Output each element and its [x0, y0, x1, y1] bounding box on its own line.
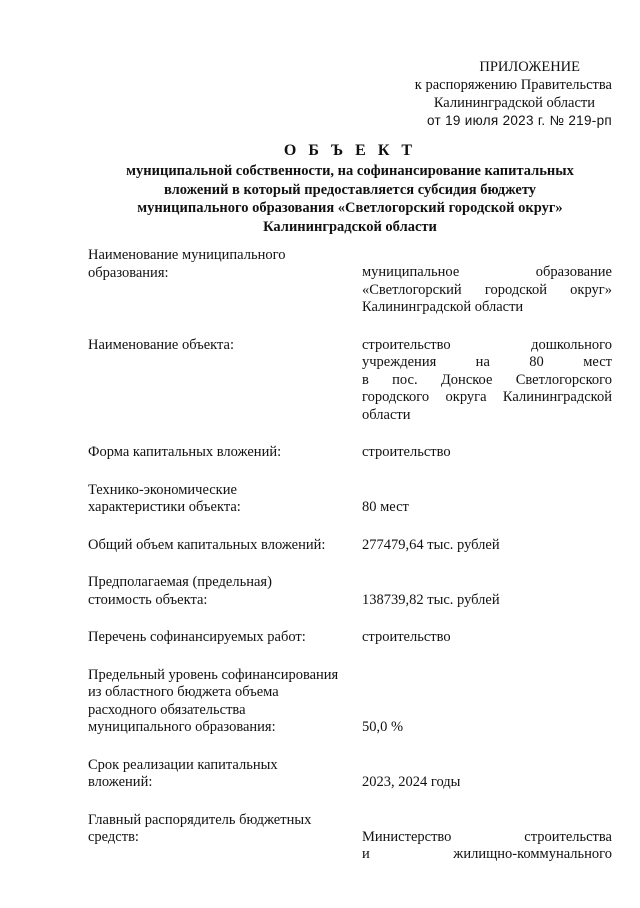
field-label-line: муниципального образования:	[88, 719, 276, 735]
field-value-line: «Светлогорский городской округ»	[362, 281, 612, 298]
document-heading	[80, 140, 620, 236]
field-value-line: 2023, 2024 годы	[362, 774, 461, 790]
field-row-cofinanced-works	[88, 629, 612, 647]
field-row-implementation-period	[88, 757, 612, 792]
field-label-line: характеристики объекта:	[88, 499, 241, 515]
field-value-line: в пос. Донское Светлогорского	[362, 371, 612, 388]
field-value	[362, 337, 612, 425]
field-row-characteristics	[88, 482, 612, 517]
field-value-line: строительство	[362, 444, 451, 460]
field-label	[88, 574, 348, 609]
field-label-line: Форма капитальных вложений:	[88, 444, 282, 460]
field-value-line: 80 мест	[362, 499, 409, 515]
field-label-line: расходного обязательства	[88, 701, 246, 718]
field-value	[362, 537, 612, 555]
field-value	[362, 592, 612, 610]
field-value-line: 138739,82 тыс. рублей	[362, 591, 500, 608]
field-label-line: Технико-экономические	[88, 481, 237, 498]
field-label-line: Предельный уровень софинансирования	[88, 666, 339, 683]
field-label-line: Наименование объекта:	[88, 336, 234, 353]
field-label	[88, 444, 348, 462]
field-value-line: и жилищно-коммунального	[362, 846, 612, 862]
field-row-estimated-cost	[88, 574, 612, 609]
heading-line-4: Калининградской области	[263, 218, 437, 235]
field-row-object-name	[88, 337, 612, 425]
field-label	[88, 812, 348, 864]
field-value-line: области	[362, 406, 411, 423]
field-label-line: вложений:	[88, 774, 153, 790]
field-label	[88, 482, 348, 517]
field-value-line: городского округа Калининградской	[362, 389, 612, 405]
field-value	[362, 444, 612, 462]
field-row-investment-form	[88, 444, 612, 462]
field-label	[88, 629, 348, 647]
field-label	[88, 667, 348, 737]
field-value	[362, 719, 612, 737]
field-label-line: Общий объем капитальных вложений:	[88, 536, 326, 553]
appendix-line-2: Калининградской области	[433, 95, 595, 111]
field-row-cofinancing-level	[88, 667, 612, 737]
field-value-line: Калининградской области	[362, 299, 524, 315]
appendix-date-line: от 19 июля 2023 г. № 219-рп	[427, 113, 612, 128]
field-value	[362, 774, 612, 792]
field-row-total-investment	[88, 537, 612, 555]
field-value-line: строительство дошкольного	[362, 336, 612, 353]
fields-list	[88, 247, 612, 864]
field-label-line: Перечень софинансируемых работ:	[88, 629, 306, 645]
heading-title: О Б Ъ Е К Т	[283, 142, 417, 159]
field-label-line: из областного бюджета объема	[88, 684, 279, 700]
heading-line-1: муниципальной собственности, на софинансирование капитальных	[126, 163, 574, 179]
field-label-line: средств:	[88, 829, 139, 845]
field-value-line: Министерство строительства	[362, 828, 612, 845]
field-value	[362, 499, 612, 517]
field-label	[88, 537, 348, 555]
field-label-line: стоимость объекта:	[88, 591, 208, 608]
field-value-line: строительство	[362, 629, 451, 645]
field-label-line: Предполагаемая (предельная)	[88, 574, 272, 590]
field-value	[362, 812, 612, 864]
field-label-line: Срок реализации капитальных	[88, 756, 278, 773]
field-label	[88, 337, 348, 425]
field-value-line: 277479,64 тыс. рублей	[362, 536, 500, 553]
field-label-line: Главный распорядитель бюджетных	[88, 811, 312, 828]
field-label	[88, 247, 348, 317]
appendix-title: ПРИЛОЖЕНИЕ	[479, 59, 580, 75]
field-value-line: муниципальное образование	[362, 264, 612, 280]
field-label-line: Наименование муниципального	[88, 247, 286, 263]
field-label-line: образования:	[88, 264, 169, 281]
heading-line-3: муниципального образования «Светлогорский городской округ»	[137, 200, 563, 216]
field-value	[362, 629, 612, 647]
field-row-budget-administrator	[88, 812, 612, 864]
field-value-line: 50,0 %	[362, 719, 404, 735]
appendix-block	[362, 58, 612, 130]
field-label	[88, 757, 348, 792]
field-value	[362, 247, 612, 317]
appendix-line-1: к распоряжению Правительства	[414, 77, 612, 93]
field-row-municipality	[88, 247, 612, 317]
heading-line-2: вложений в который предоставляется субсидия бюджету	[163, 181, 537, 198]
field-value-line: учреждения на 80 мест	[362, 354, 612, 370]
